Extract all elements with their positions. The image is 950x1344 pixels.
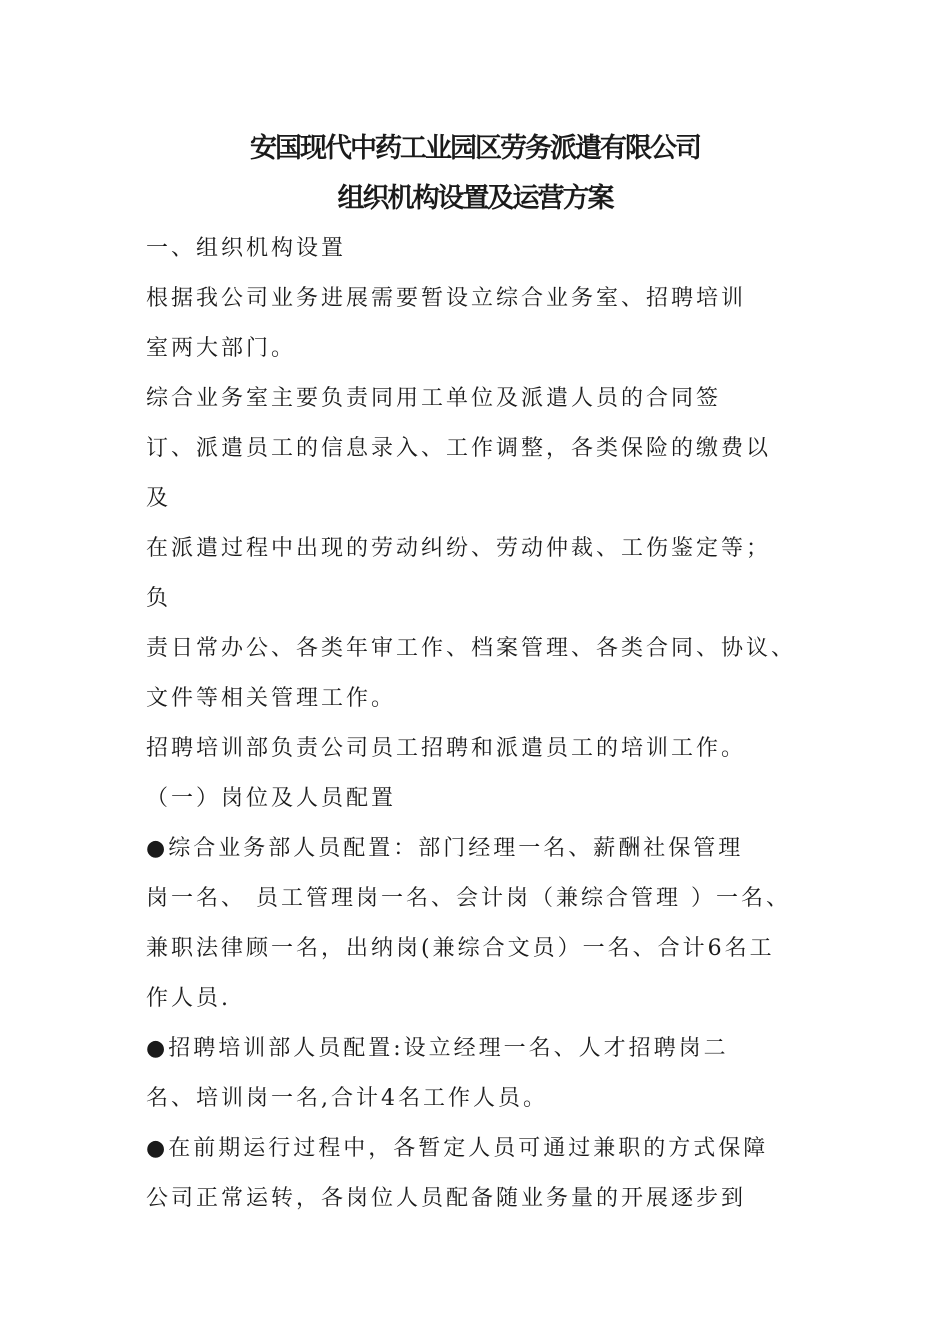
paragraph-line: 兼职法律顾一名，出纳岗(兼综合文员）一名、合计6名工 bbox=[146, 936, 775, 961]
paragraph-line: 作人员. bbox=[146, 986, 231, 1011]
bullet-line: ●招聘培训部人员配置:设立经理一名、人才招聘岗二 bbox=[146, 1036, 729, 1061]
document-title: 安国现代中药工业园区劳务派遣有限公司 bbox=[250, 133, 700, 164]
paragraph-line: 订、派遣员工的信息录入、工作调整，各类保险的缴费以 bbox=[146, 436, 772, 461]
subsection-heading: （一）岗位及人员配置 bbox=[146, 786, 397, 811]
paragraph-line: 名、培训岗一名,合计4名工作人员。 bbox=[146, 1086, 548, 1111]
bullet-line: ●综合业务部人员配置：部门经理一名、薪酬社保管理 bbox=[146, 836, 744, 861]
paragraph-line: 根据我公司业务进展需要暂设立综合业务室、招聘培训 bbox=[146, 286, 747, 311]
paragraph-line: 责日常办公、各类年审工作、档案管理、各类合同、协议、 bbox=[146, 636, 797, 661]
paragraph-line: 文件等相关管理工作。 bbox=[146, 686, 397, 711]
paragraph-line: 室两大部门。 bbox=[146, 336, 297, 361]
paragraph-line: 在派遣过程中出现的劳动纠纷、劳动仲裁、工伤鉴定等； bbox=[146, 536, 772, 561]
bullet-line: ●在前期运行过程中，各暂定人员可通过兼职的方式保障 bbox=[146, 1136, 769, 1161]
paragraph-line: 负 bbox=[146, 586, 172, 611]
paragraph-line: 综合业务室主要负责同用工单位及派遣人员的合同签 bbox=[146, 386, 722, 411]
paragraph-line: 公司正常运转，各岗位人员配备随业务量的开展逐步到 bbox=[146, 1186, 747, 1211]
document-subtitle: 组织机构设置及运营方案 bbox=[337, 183, 613, 214]
paragraph-line: 岗一名、 员工管理岗一名、会计岗（兼综合管理 ）一名、 bbox=[146, 886, 791, 911]
paragraph-line: 招聘培训部负责公司员工招聘和派遣员工的培训工作。 bbox=[146, 736, 747, 761]
paragraph-line: 及 bbox=[146, 486, 172, 511]
section-heading: 一、组织机构设置 bbox=[146, 236, 347, 261]
